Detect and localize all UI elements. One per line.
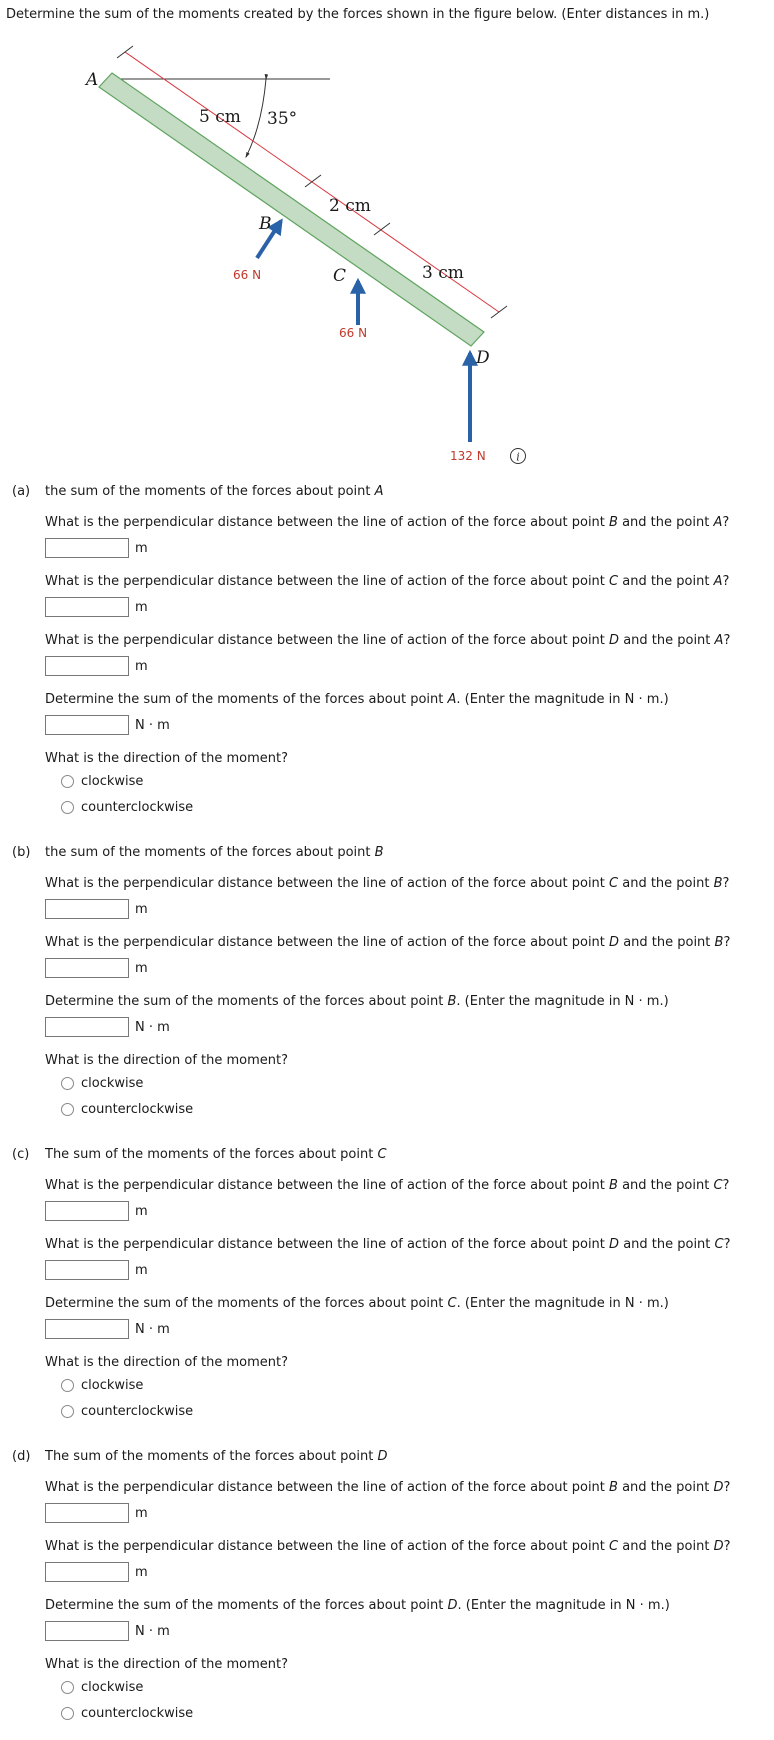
unit-label: m (135, 960, 148, 976)
part-c-direction-question: What is the direction of the moment? (45, 1355, 289, 1370)
part-d-heading: (d) The sum of the moments of the forces about point D (12, 1449, 388, 1464)
part-d-sum-input[interactable] (45, 1621, 129, 1641)
radio-button[interactable] (61, 1405, 74, 1418)
radio-button[interactable] (61, 1103, 74, 1116)
part-a-direction-question: What is the direction of the moment? (45, 751, 289, 766)
part-d-answer-1-input[interactable] (45, 1503, 129, 1523)
part-a-answer-3-row (45, 655, 148, 677)
unit-label: m (135, 658, 148, 674)
beam-diagram (0, 40, 774, 480)
dim-tick-c (374, 223, 390, 235)
radio-button[interactable] (61, 1681, 74, 1694)
label-point-d: D (476, 348, 490, 368)
part-c-question-2: What is the perpendicular distance between the line of action of the force about point D and the point C? (45, 1237, 731, 1252)
label-point-c: C (333, 266, 347, 286)
force-label-d: 132 N (450, 449, 486, 463)
dim-label-ab: 5 cm (199, 107, 241, 127)
part-a-answer-3-input[interactable] (45, 656, 129, 676)
label-point-a: A (86, 70, 99, 90)
part-b-heading: (b) the sum of the moments of the forces about point B (12, 845, 384, 860)
part-a-question-3: What is the perpendicular distance between the line of action of the force about point D and the point A? (45, 633, 731, 648)
part-d-answer-1-row (45, 1502, 148, 1524)
part-b-answer-2-row (45, 957, 148, 979)
part-b-sum-input[interactable] (45, 1017, 129, 1037)
part-d-counterclockwise-option[interactable]: counterclockwise (61, 1706, 193, 1721)
force-label-b: 66 N (233, 268, 262, 282)
part-b-sum-row (45, 1016, 170, 1038)
part-c-heading: (c) The sum of the moments of the forces about point C (12, 1147, 387, 1162)
part-c-sum-input[interactable] (45, 1319, 129, 1339)
part-c-sum-row (45, 1318, 170, 1340)
unit-label: m (135, 901, 148, 917)
radio-button[interactable] (61, 1379, 74, 1392)
part-b-question-2: What is the perpendicular distance between the line of action of the force about point D and the point B? (45, 935, 731, 950)
dim-label-bc: 2 cm (329, 196, 371, 216)
part-c-answer-1-row (45, 1200, 148, 1222)
part-b-direction-question: What is the direction of the moment? (45, 1053, 289, 1068)
part-a-question-1: What is the perpendicular distance between the line of action of the force about point B and the point A? (45, 515, 730, 530)
unit-label: m (135, 540, 148, 556)
dim-label-cd: 3 cm (422, 263, 464, 283)
info-icon[interactable] (511, 449, 526, 464)
svg-text:i: i (516, 450, 520, 464)
part-b-clockwise-option[interactable]: clockwise (61, 1076, 143, 1091)
radio-button[interactable] (61, 1707, 74, 1720)
beam-figure (0, 40, 774, 480)
dim-tick-b (305, 175, 321, 187)
part-d-question-2: What is the perpendicular distance between the line of action of the force about point C and the point D? (45, 1539, 731, 1554)
unit-label: N · m (135, 1019, 170, 1035)
part-c-counterclockwise-option[interactable]: counterclockwise (61, 1404, 193, 1419)
unit-label: N · m (135, 1623, 170, 1639)
part-a-question-2: What is the perpendicular distance between the line of action of the force about point C and the point A? (45, 574, 730, 589)
unit-label: m (135, 1203, 148, 1219)
radio-button[interactable] (61, 775, 74, 788)
part-a-sum-input[interactable] (45, 715, 129, 735)
part-b-sum-question: Determine the sum of the moments of the forces about point B. (Enter the magnitude in N · m.) (45, 994, 669, 1009)
part-a-counterclockwise-option[interactable]: counterclockwise (61, 800, 193, 815)
part-b-counterclockwise-option[interactable]: counterclockwise (61, 1102, 193, 1117)
problem-statement: Determine the sum of the moments created by the forces shown in the figure below. (Enter distances in m.) (6, 7, 710, 22)
angle-arc (246, 79, 266, 157)
part-a-answer-1-row (45, 537, 148, 559)
part-d-clockwise-option[interactable]: clockwise (61, 1680, 143, 1695)
part-a-sum-question: Determine the sum of the moments of the forces about point A. (Enter the magnitude in N · m.) (45, 692, 669, 707)
unit-label: N · m (135, 717, 170, 733)
unit-label: m (135, 1262, 148, 1278)
part-b-answer-2-input[interactable] (45, 958, 129, 978)
angle-label: 35° (267, 109, 298, 129)
part-a-heading: (a) the sum of the moments of the forces about point A (12, 484, 384, 499)
force-label-c: 66 N (339, 326, 368, 340)
part-a-answer-2-input[interactable] (45, 597, 129, 617)
part-b-question-1: What is the perpendicular distance between the line of action of the force about point C and the point B? (45, 876, 730, 891)
part-d-direction-question: What is the direction of the moment? (45, 1657, 289, 1672)
part-c-sum-question: Determine the sum of the moments of the forces about point C. (Enter the magnitude in N · m.) (45, 1296, 669, 1311)
part-c-answer-2-input[interactable] (45, 1260, 129, 1280)
unit-label: m (135, 1564, 148, 1580)
part-d-sum-question: Determine the sum of the moments of the forces about point D. (Enter the magnitude in N · m.) (45, 1598, 670, 1613)
radio-button[interactable] (61, 1077, 74, 1090)
part-c-clockwise-option[interactable]: clockwise (61, 1378, 143, 1393)
label-point-b: B (259, 214, 272, 234)
part-a-answer-1-input[interactable] (45, 538, 129, 558)
radio-button[interactable] (61, 801, 74, 814)
part-d-answer-2-input[interactable] (45, 1562, 129, 1582)
part-b-answer-1-row (45, 898, 148, 920)
part-b-answer-1-input[interactable] (45, 899, 129, 919)
part-c-answer-1-input[interactable] (45, 1201, 129, 1221)
unit-label: N · m (135, 1321, 170, 1337)
part-c-question-1: What is the perpendicular distance between the line of action of the force about point B and the point C? (45, 1178, 730, 1193)
part-d-sum-row (45, 1620, 170, 1642)
part-a-clockwise-option[interactable]: clockwise (61, 774, 143, 789)
part-a-answer-2-row (45, 596, 148, 618)
part-d-question-1: What is the perpendicular distance between the line of action of the force about point B and the point D? (45, 1480, 731, 1495)
part-c-answer-2-row (45, 1259, 148, 1281)
unit-label: m (135, 1505, 148, 1521)
part-d-answer-2-row (45, 1561, 148, 1583)
part-a-sum-row (45, 714, 170, 736)
unit-label: m (135, 599, 148, 615)
